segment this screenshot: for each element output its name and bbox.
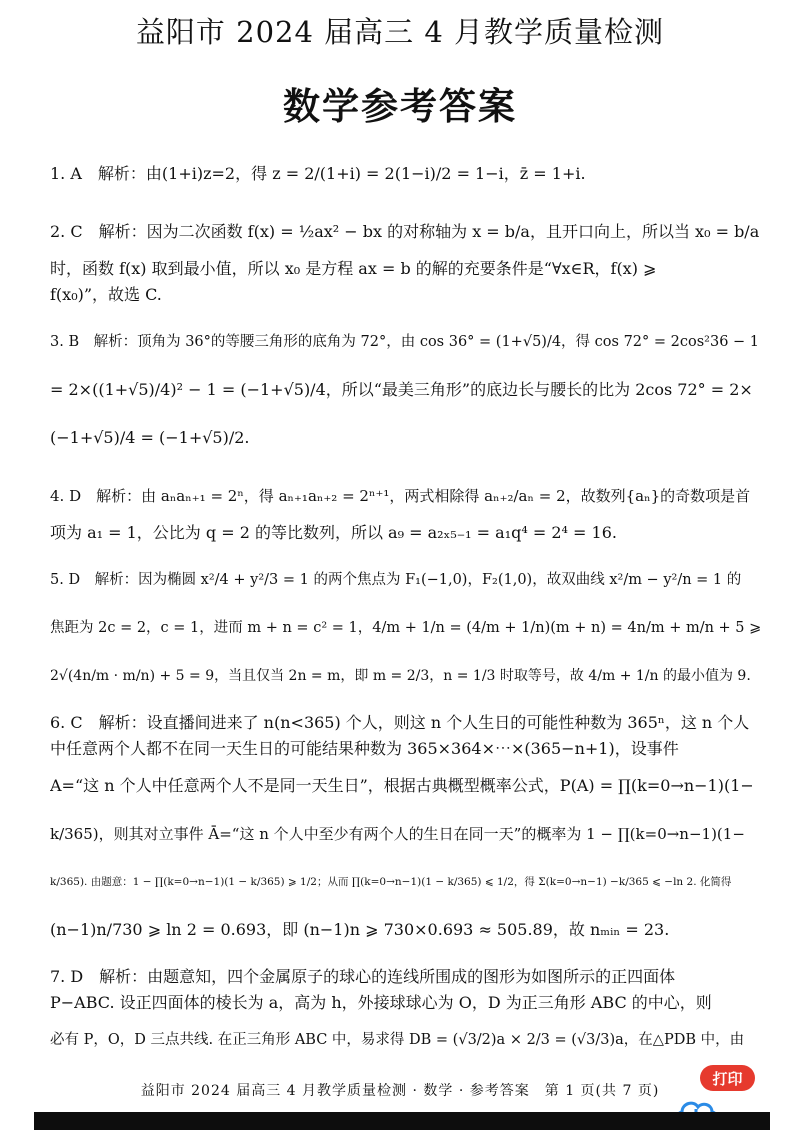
- answer-line: 时，函数 f(x) 取到最小值，所以 x₀ 是方程 ax = b 的解的充要条件是“∀x∈R，f(x) ⩾: [50, 259, 657, 278]
- answer-line: 2. C 解析：因为二次函数 f(x) = ½ax² − bx 的对称轴为 x = b/a，且开口向上，所以当 x₀ = b/a: [50, 222, 760, 241]
- answer-line: 焦距为 2c = 2，c = 1，进而 m + n = c² = 1，4/m + 1/n = (4/m + 1/n)(m + n) = 4n/m + m/n + 5 ⩾: [50, 620, 762, 636]
- answer-line: P−ABC. 设正四面体的棱长为 a，高为 h，外接球球心为 O，D 为正三角形 ABC 的中心，则: [50, 993, 712, 1012]
- answer-line: 项为 a₁ = 1，公比为 q = 2 的等比数列，所以 a₉ = a₂ₓ₅₋₁ = a₁q⁴ = 2⁴ = 16.: [50, 523, 617, 542]
- answer-line: f(x₀)”，故选 C.: [50, 285, 162, 304]
- answer-line: A=“这 n 个人中任意两个人不是同一天生日”，根据古典概型概率公式，P(A) = ∏(k=0→n−1)(1−: [50, 776, 754, 795]
- exam-header-title: 益阳市 2024 届高三 4 月教学质量检测: [135, 15, 665, 49]
- answer-line: k/365)，则其对立事件 Ā=“这 n 个人中至少有两个人的生日在同一天”的概率为 1 − ∏(k=0→n−1)(1−: [50, 825, 745, 843]
- print-button[interactable]: 打印: [700, 1065, 755, 1091]
- answer-item-3: [50, 318, 762, 462]
- answer-line: k/365). 由题意：1 − ∏(k=0→n−1)(1 − k/365) ⩾ 1/2；从而 ∏(k=0→n−1)(1 − k/365) ⩽ 1/2，得 Σ(k=0→n−1) −k/365 ⩽ −ln 2. 化简得: [50, 876, 732, 888]
- answer-item-2: [50, 208, 762, 308]
- bottom-bar: [34, 1112, 770, 1130]
- answer-line: (−1+√5)/4 = (−1+√5)/2.: [50, 428, 250, 447]
- answer-item-7: [50, 964, 762, 1064]
- answer-line: 5. D 解析：因为椭圆 x²/4 + y²/3 = 1 的两个焦点为 F₁(−1,0)，F₂(1,0)，故双曲线 x²/m − y²/n = 1 的: [50, 572, 742, 588]
- answer-line: = 2×((1+√5)/4)² − 1 = (−1+√5)/4，所以“最美三角形”的底边长与腰长的比为 2cos 72° = 2×: [50, 380, 753, 399]
- answer-line: 3. B 解析：顶角为 36°的等腰三角形的底角为 72°，由 cos 36° = (1+√5)/4，得 cos 72° = 2cos²36 − 1: [50, 334, 760, 350]
- answer-item-5: [50, 556, 762, 700]
- answer-line: 1. A 解析：由(1+i)z=2，得 z = 2/(1+i) = 2(1−i)/2 = 1−i，z̄ = 1+i.: [50, 164, 586, 183]
- answer-body: [50, 150, 762, 1074]
- answer-line: 6. C 解析：设直播间进来了 n(n<365) 个人，则这 n 个人生日的可能性种数为 365ⁿ，这 n 个人: [50, 713, 750, 732]
- page-title: 数学参考答案: [283, 85, 517, 128]
- answer-line: 必有 P，O，D 三点共线. 在正三角形 ABC 中，易求得 DB = (√3/2)a × 2/3 = (√3/3)a，在△PDB 中，由: [50, 1032, 745, 1048]
- answer-item-1: [50, 150, 762, 198]
- answer-line: 2√(4n/m · m/n) + 5 = 9，当且仅当 2n = m，即 m = 2/3，n = 1/3 时取等号，故 4/m + 1/n 的最小值为 9.: [50, 668, 751, 684]
- answer-item-4: [50, 472, 762, 546]
- answer-line: 4. D 解析：由 aₙaₙ₊₁ = 2ⁿ，得 aₙ₊₁aₙ₊₂ = 2ⁿ⁺¹，两式相除得 aₙ₊₂/aₙ = 2，故数列{aₙ}的奇数项是首: [50, 487, 751, 505]
- page-footer: 益阳市 2024 届高三 4 月教学质量检测 · 数学 · 参考答案 第 1 页(共 7 页): [140, 1083, 660, 1099]
- answer-line: 7. D 解析：由题意知，四个金属原子的球心的连线所围成的图形为如图所示的正四面体: [50, 967, 676, 986]
- answer-item-6: [50, 710, 762, 954]
- answer-line: (n−1)n/730 ⩾ ln 2 = 0.693，即 (n−1)n ⩾ 730×0.693 ≈ 505.89，故 nₘᵢₙ = 23.: [50, 920, 670, 939]
- answer-line: 中任意两个人都不在同一天生日的可能结果种数为 365×364×⋯×(365−n+1)，设事件: [50, 739, 679, 758]
